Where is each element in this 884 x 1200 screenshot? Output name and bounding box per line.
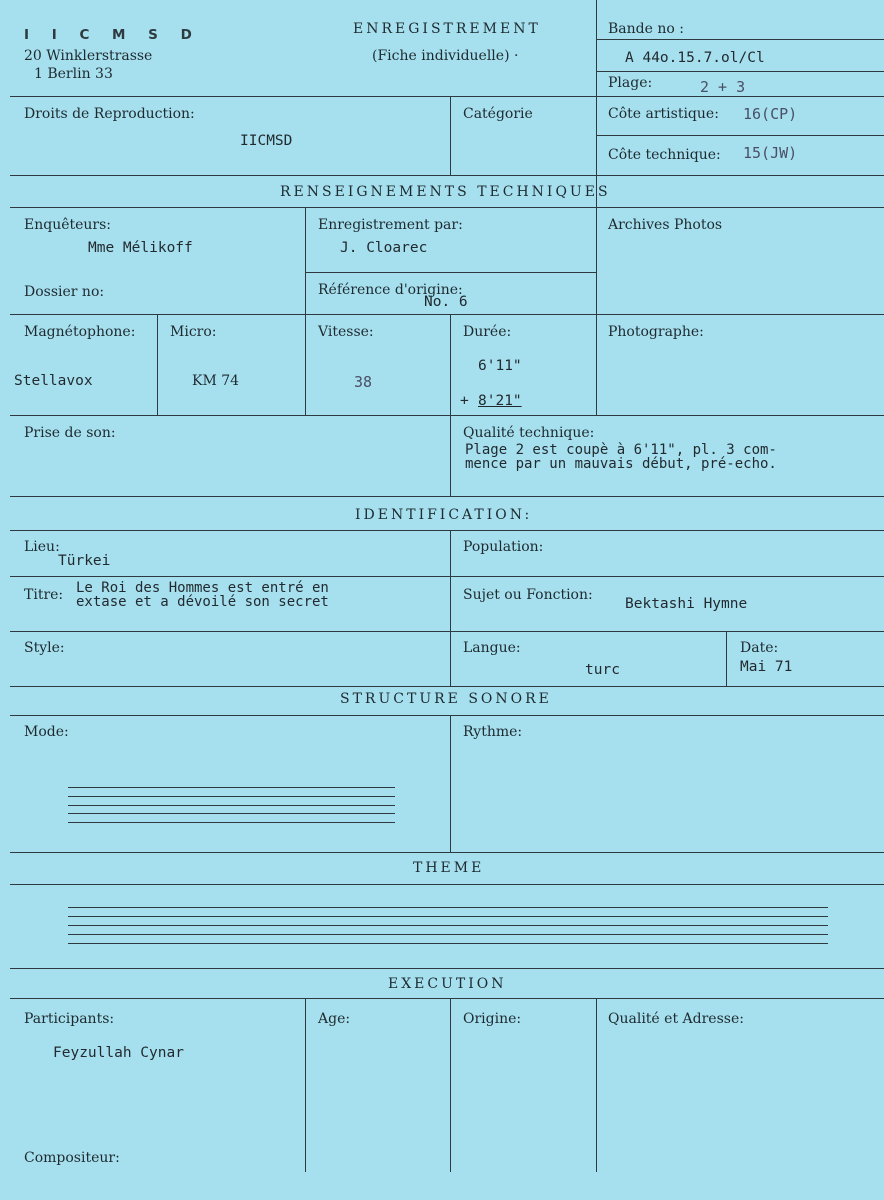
duree-value-1: 6'11" [478, 358, 522, 374]
participants-value: Feyzullah Cynar [53, 1045, 184, 1061]
cote-technique-label: Côte technique: [608, 147, 721, 163]
rule-titre-bottom [10, 631, 884, 632]
bande-value: A 44o.15.7.ol/Cl [625, 50, 765, 66]
rule-qualite-bottom [10, 496, 884, 497]
participants-label: Participants: [24, 1011, 115, 1027]
droits-label: Droits de Reproduction: [24, 106, 195, 122]
rule-plage-under [596, 71, 884, 72]
rule-col-qualite-adresse [596, 998, 597, 1172]
rule-equip-bottom [10, 415, 884, 416]
rule-col-origine [450, 998, 451, 1172]
rule-col-duree [450, 314, 451, 415]
plage-label: Plage: [608, 75, 653, 91]
cote-artistique-value: 16(CP) [743, 105, 798, 123]
reference-value: No. 6 [424, 294, 468, 310]
rule-col-qualite [450, 415, 451, 496]
population-label: Population: [463, 539, 544, 555]
rule-exec-title-bottom [10, 998, 884, 999]
rule-col-bande [596, 0, 597, 207]
rule-col-population [450, 530, 451, 686]
titre-line-1: Le Roi des Hommes est entré en [76, 580, 329, 596]
rule-col-vitesse [305, 314, 306, 415]
rule-col-date [726, 631, 727, 686]
style-label: Style: [24, 640, 65, 656]
duree-label: Durée: [463, 324, 512, 340]
magnetophone-label: Magnétophone: [24, 324, 136, 340]
qualite-technique-line-2: mence par un mauvais début, pré-echo. [465, 456, 777, 472]
enqueteurs-label: Enquêteurs: [24, 217, 112, 233]
rule-theme-title-bottom [10, 884, 884, 885]
titre-line-2: extase et a dévoilé son secret [76, 594, 329, 610]
lieu-value: Türkei [58, 553, 111, 569]
theme-section-title: THEME [413, 860, 485, 876]
enqueteurs-value: Mme Mélikoff [88, 240, 193, 256]
rule-tech-title-bottom [10, 207, 884, 208]
ident-section-title: IDENTIFICATION: [355, 507, 533, 523]
rule-lieu-bottom [10, 576, 884, 577]
photographe-label: Photographe: [608, 324, 704, 340]
rule-struct-title-bottom [10, 715, 884, 716]
form-title: ENREGISTREMENT [353, 21, 541, 37]
rule-ident-title-bottom [10, 530, 884, 531]
date-label: Date: [740, 640, 779, 656]
vitesse-label: Vitesse: [318, 324, 374, 340]
magnetophone-value: Stellavox [14, 373, 93, 389]
rule-mode-bottom [10, 852, 884, 853]
rule-theme-bottom [10, 968, 884, 969]
compositeur-label: Compositeur: [24, 1150, 120, 1166]
prise-de-son-label: Prise de son: [24, 425, 116, 441]
form-subtitle: (Fiche individuelle) · [372, 48, 519, 64]
reference-label: Référence d'origine: [318, 282, 463, 298]
qualite-adresse-label: Qualité et Adresse: [608, 1011, 744, 1027]
qualite-technique-label: Qualité technique: [463, 425, 595, 441]
rule-style-bottom [10, 686, 884, 687]
enregistrement-value: J. Cloarec [340, 240, 428, 256]
cote-artistique-label: Côte artistique: [608, 106, 719, 122]
rule-col-enreg [305, 207, 306, 314]
address-line-2: 1 Berlin 33 [34, 66, 113, 82]
rule-enreg-bottom [305, 272, 596, 273]
age-label: Age: [318, 1011, 351, 1027]
micro-value: KM 74 [192, 373, 240, 389]
dossier-label: Dossier no: [24, 284, 105, 300]
enregistrement-label: Enregistrement par: [318, 217, 463, 233]
micro-label: Micro: [170, 324, 217, 340]
duree-plus-sign: + [460, 393, 469, 409]
cote-technique-value: 15(JW) [743, 144, 798, 162]
rule-col-micro [157, 314, 158, 415]
rule-col-rythme [450, 715, 451, 852]
execution-section-title: EXECUTION [388, 976, 507, 992]
org-logo: I I C M S D [24, 27, 201, 43]
origine-label: Origine: [463, 1011, 522, 1027]
rule-col-archives [596, 207, 597, 415]
lieu-label: Lieu: [24, 539, 60, 555]
structure-section-title: STRUCTURE SONORE [340, 691, 552, 707]
rule-dossier-bottom [10, 314, 884, 315]
rule-cote-mid [596, 135, 884, 136]
droits-value: IICMSD [240, 133, 293, 149]
vitesse-value: 38 [354, 373, 373, 391]
rule-col-categorie [450, 96, 451, 175]
rule-col-age [305, 998, 306, 1172]
categorie-label: Catégorie [463, 106, 533, 122]
langue-value: turc [585, 662, 620, 678]
address-line-1: 20 Winklerstrasse [24, 48, 153, 64]
sujet-label: Sujet ou Fonction: [463, 587, 593, 603]
mode-label: Mode: [24, 724, 69, 740]
qualite-technique-line-1: Plage 2 est coupè à 6'11", pl. 3 com- [465, 442, 777, 458]
langue-label: Langue: [463, 640, 521, 656]
plage-value: 2 + 3 [700, 78, 746, 96]
titre-label: Titre: [24, 587, 64, 603]
sujet-value: Bektashi Hymne [625, 596, 748, 612]
rule-header-bottom [10, 96, 884, 97]
rule-rights-bottom [10, 175, 884, 176]
archives-photos-label: Archives Photos [608, 217, 723, 233]
bande-label: Bande no : [608, 21, 684, 37]
duree-value-2: 8'21" [478, 393, 522, 409]
rythme-label: Rythme: [463, 724, 523, 740]
tech-section-title: RENSEIGNEMENTS TECHNIQUES [280, 184, 611, 200]
date-value: Mai 71 [740, 659, 793, 675]
rule-bande-under [596, 39, 884, 40]
